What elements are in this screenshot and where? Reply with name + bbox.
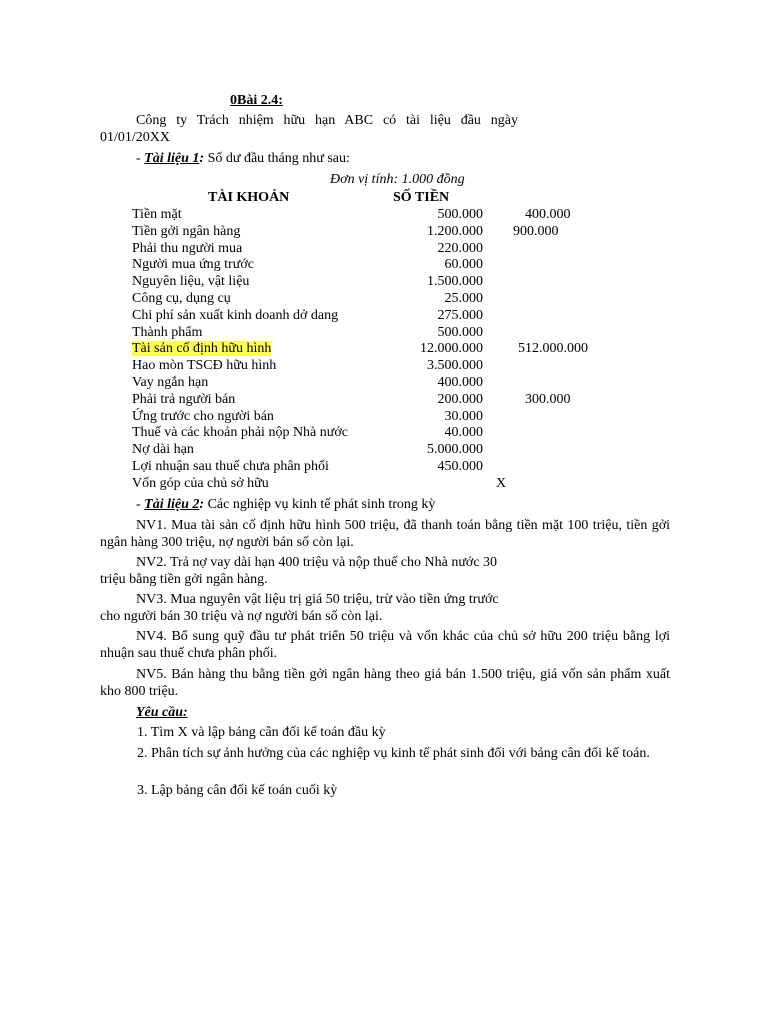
- account-name-text: Tài sản cố định hữu hình: [132, 341, 272, 356]
- transaction-nv4: NV4. Bổ sung quỹ đầu tư phát triển 50 triệu và vốn khác của chủ sở hữu 200 triệu bằng lợi nhuận sau thuế chưa phân phối.: [100, 629, 670, 661]
- transaction-nv2: NV2. Trả nợ vay dài hạn 400 triệu và nộp thuế cho Nhà nước 30 triệu bằng tiền gởi ngân hàng.: [100, 555, 498, 587]
- account-name-text: Công cụ, dụng cụ: [132, 291, 231, 306]
- doc2-heading: [136, 496, 435, 513]
- transaction-nv1: NV1. Mua tài sản cố định hữu hình 500 triệu, đã thanh toán bằng tiền mặt 100 triệu, tiền gởi ngân hàng 300 triệu, nợ người bán số còn lại.: [100, 518, 670, 550]
- unit-note: Đơn vị tính: 1.000 đồng: [330, 172, 465, 187]
- account-name: [132, 408, 274, 425]
- doc1-label: Tài liệu 1: [144, 151, 200, 166]
- account-amount: 12.000.000: [420, 341, 483, 356]
- account-name: [132, 475, 269, 492]
- requirement-1: 1. Tìm X và lập bảng cân đối kế toán đầu kỳ: [137, 725, 386, 740]
- account-name-text: Vốn góp của chủ sở hữu: [132, 476, 269, 491]
- account-name: [132, 441, 194, 458]
- transaction-nv3: NV3. Mua nguyên vật liệu trị giá 50 triệu, trừ vào tiền ứng trước cho người bán 30 triệu và nợ người bán số còn lại.: [100, 592, 499, 624]
- account-name-text: Nợ dài hạn: [132, 442, 194, 457]
- account-name-text: Ứng trước cho người bán: [132, 409, 274, 424]
- doc2-dash: -: [136, 497, 145, 512]
- account-amount: 30.000: [444, 409, 483, 424]
- account-name-text: Thành phẩm: [132, 325, 203, 340]
- account-name-text: Nguyên liệu, vật liệu: [132, 274, 250, 289]
- doc2-label: Tài liệu 2: [144, 497, 200, 512]
- doc1-text: Số dư đầu tháng như sau:: [204, 151, 350, 166]
- account-name: [132, 290, 231, 307]
- account-name: [132, 273, 249, 290]
- account-amount: 200.000: [437, 392, 483, 407]
- doc1-colon: :: [199, 151, 205, 166]
- account-amount: 3.500.000: [427, 358, 483, 373]
- account-amount: 500.000: [437, 325, 483, 340]
- doc1-heading: [136, 150, 350, 167]
- account-name-text: Tiền mặt: [132, 207, 182, 222]
- account-name-text: Hao mòn TSCĐ hữu hình: [132, 358, 277, 373]
- header-amount: SỐ TIỀN: [393, 190, 450, 205]
- account-name-text: Chi phí sản xuất kinh doanh dở dang: [132, 308, 339, 323]
- requirement-2: 2. Phân tích sự ảnh hưởng của các nghiệp vụ kinh tế phát sinh đối với bảng cân đối kế toán.: [137, 746, 650, 761]
- account-amount: 5.000.000: [427, 442, 483, 457]
- account-name-text: Người mua ứng trước: [132, 257, 254, 272]
- account-name: [132, 240, 242, 257]
- account-extra-amount: 400.000: [525, 207, 571, 222]
- account-amount: 450.000: [437, 459, 483, 474]
- account-amount: X: [495, 476, 507, 491]
- account-extra-amount: 900.000: [513, 224, 559, 239]
- account-extra-amount: 300.000: [525, 392, 571, 407]
- account-name-text: Thuế và các khoản phải nộp Nhà nước: [132, 425, 348, 440]
- account-amount: 275.000: [437, 308, 483, 323]
- header-account: TÀI KHOẢN: [208, 190, 290, 205]
- account-name: [132, 458, 329, 475]
- account-amount: 25.000: [444, 291, 483, 306]
- account-name: [132, 223, 240, 240]
- account-name: [132, 206, 182, 223]
- doc1-dash: -: [136, 151, 145, 166]
- account-amount: 500.000: [437, 207, 483, 222]
- doc2-text: Các nghiệp vụ kinh tế phát sinh trong kỳ: [204, 497, 436, 512]
- account-name-text: Phải thu người mua: [132, 241, 243, 256]
- transaction-nv5: NV5. Bán hàng thu bằng tiền gởi ngân hàng theo giá bán 1.500 triệu, giá vốn sản phẩm xuất kho 800 triệu.: [100, 667, 670, 699]
- account-extra-amount: 512.000.000: [518, 341, 588, 356]
- account-name-text: Phải trả người bán: [132, 392, 236, 407]
- account-name: [132, 340, 271, 357]
- account-name-text: Tiền gởi ngân hàng: [132, 224, 241, 239]
- account-amount: 60.000: [444, 257, 483, 272]
- account-name: [132, 307, 338, 324]
- account-amount: 40.000: [444, 425, 483, 440]
- intro-paragraph: [100, 112, 518, 146]
- account-name: [132, 324, 202, 341]
- account-amount: 400.000: [437, 375, 483, 390]
- account-amount: 220.000: [437, 241, 483, 256]
- account-name: [132, 357, 276, 374]
- intro-text: Công ty Trách nhiệm hữu hạn ABC có tài liệu đầu ngày 01/01/20XX: [100, 113, 518, 145]
- account-name: [132, 256, 254, 273]
- exercise-title: 0Bài 2.4:: [230, 93, 283, 108]
- account-amount: 1.500.000: [427, 274, 483, 289]
- account-name-text: Vay ngắn hạn: [132, 375, 209, 390]
- requirements-label: Yêu cầu:: [136, 705, 188, 720]
- requirement-3: 3. Lập bảng cân đối kế toán cuối kỳ: [137, 783, 338, 798]
- account-name-text: Lợi nhuận sau thuế chưa phân phối: [132, 459, 329, 474]
- account-name: [132, 424, 348, 441]
- account-amount: 1.200.000: [427, 224, 483, 239]
- account-name: [132, 374, 208, 391]
- doc2-colon: :: [199, 497, 205, 512]
- account-name: [132, 391, 235, 408]
